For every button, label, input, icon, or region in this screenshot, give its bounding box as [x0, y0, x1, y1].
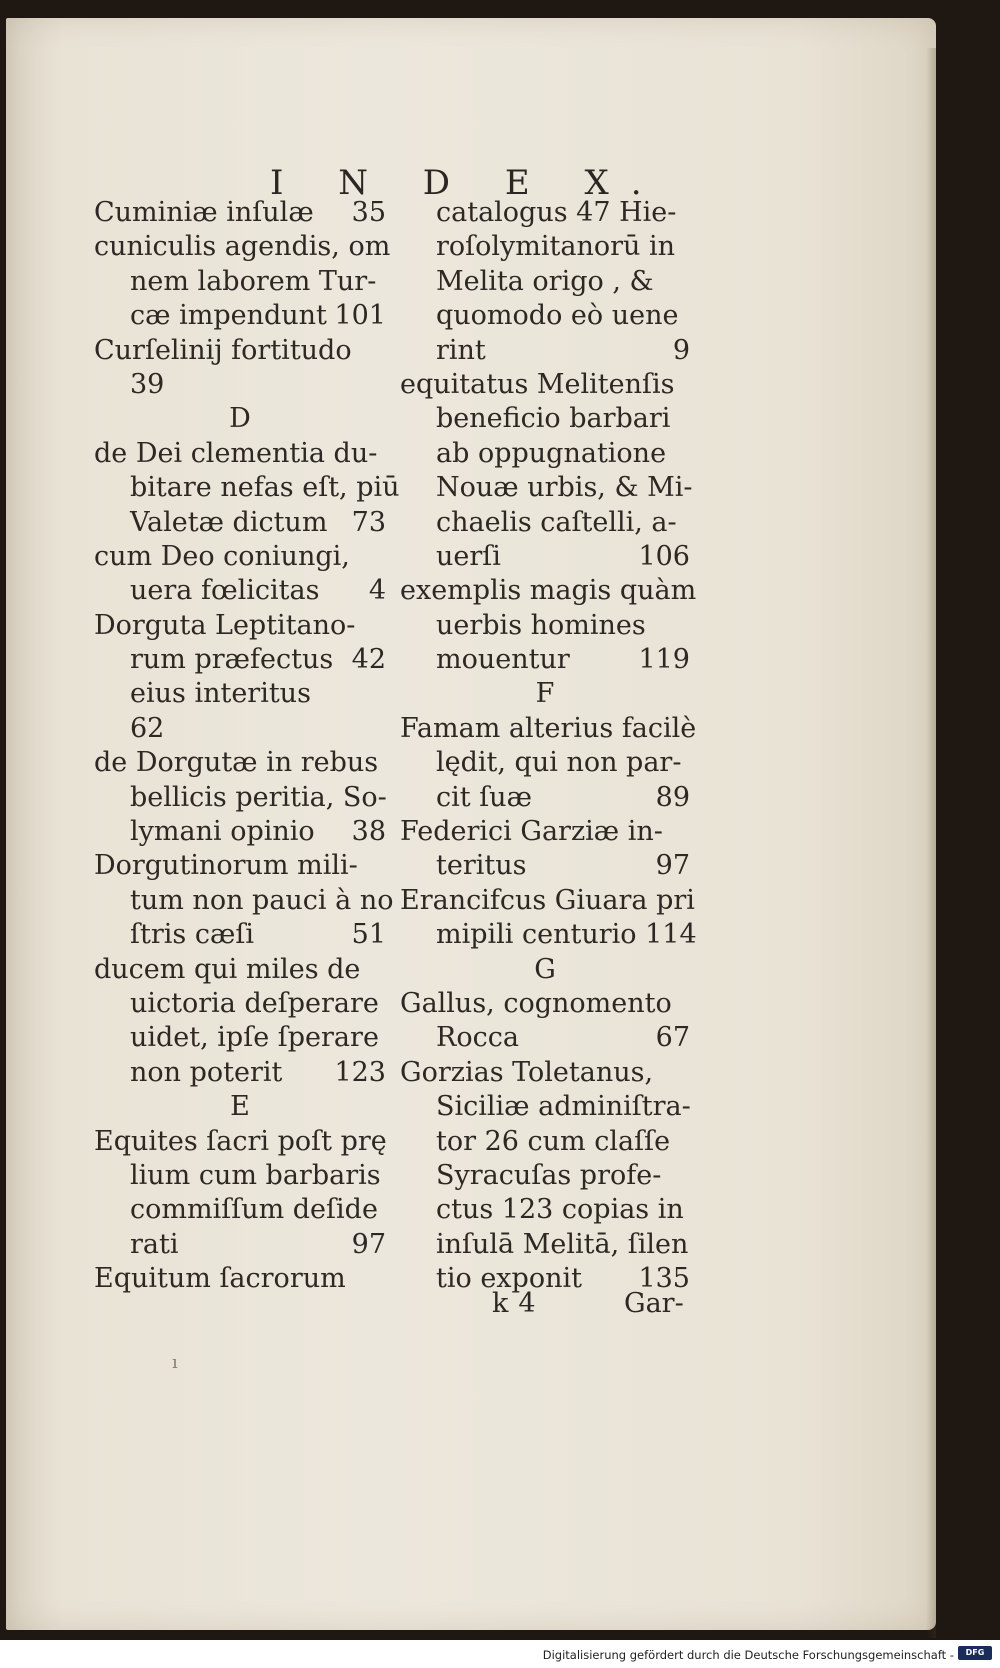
index-entry-line: ducem qui miles de: [94, 953, 361, 985]
index-entry-line: [94, 1228, 386, 1262]
entry-text: Cuminiæ inſulæ: [94, 197, 314, 228]
index-entry-line: [94, 643, 386, 677]
entry-page-number: 9: [672, 334, 690, 366]
entry-page-number: 73: [351, 506, 386, 538]
index-entry-line: eius interitus: [130, 678, 311, 710]
section-letter: E: [230, 1091, 250, 1123]
index-entry-line: Gallus, cognomento: [400, 987, 672, 1019]
entry-text: rint: [436, 334, 486, 366]
index-entry-line: uidet, ipſe ſperare: [130, 1022, 379, 1054]
page-edge-shadow: [926, 48, 936, 1638]
index-entry-line: bitare nefas eſt, piū: [130, 472, 400, 504]
entry-page-number: 67: [655, 1022, 690, 1054]
index-entry-line: chaelis caſtelli, a-: [436, 506, 677, 538]
index-entry-line: [94, 1056, 386, 1090]
entry-page-number: 106: [638, 540, 690, 572]
entry-page-number: 123: [334, 1056, 386, 1088]
signature-mark: [492, 1288, 536, 1319]
index-entry-line: [400, 781, 690, 815]
index-entry-line: lium cum barbaris: [130, 1159, 381, 1191]
index-entry-line: Dorgutinorum mili-: [94, 850, 358, 882]
index-entry-line: tum non pauci à no: [130, 884, 394, 916]
entry-page-number: 35: [351, 197, 386, 228]
entry-text: Valetæ dictum: [130, 506, 328, 538]
signature-number: 4: [518, 1288, 536, 1319]
entry-page-number: 97: [655, 850, 690, 882]
index-entry-line: de Dorgutæ in rebus: [94, 747, 379, 779]
signature-letter: k: [492, 1288, 509, 1319]
index-entry-line: Erancifcus Giuara pri: [400, 884, 695, 916]
index-entry-line: 39: [130, 368, 165, 400]
index-entry-line: [400, 540, 690, 574]
index-entry-line: equitatus Melitenſis: [400, 368, 675, 400]
index-entry-line: beneficio barbari: [436, 403, 671, 435]
index-entry-line: roſolymitanorū in: [436, 231, 676, 263]
page-header: I N D E X.: [270, 163, 664, 203]
index-entry-line: [94, 574, 386, 608]
index-entry-line: Dorguta Leptitano-: [94, 609, 356, 641]
index-entry-line: [400, 334, 690, 368]
index-entry-line: cuniculis agendis, om: [94, 231, 391, 263]
index-entry-line: [94, 506, 386, 540]
index-entry-line: Famam alterius facilè: [400, 712, 697, 744]
index-entry-line: inſulā Melitā, ſilen: [436, 1228, 689, 1260]
index-entry-line: cum Deo coniungi,: [94, 540, 350, 572]
index-entry-line: uictoria deſperare: [130, 987, 379, 1019]
index-entry-line: 62: [130, 712, 165, 744]
section-letter: G: [534, 953, 556, 985]
entry-text: Rocca: [436, 1022, 519, 1054]
index-entry-line: Melita origo , &: [436, 265, 654, 297]
catchword: Gar-: [624, 1288, 684, 1319]
section-letter: F: [535, 678, 555, 710]
index-entry-line: [400, 1021, 690, 1055]
page-speck: ı: [172, 1352, 178, 1373]
entry-text: cit ſuæ: [436, 781, 532, 813]
index-entry-line: de Dei clementia du-: [94, 437, 378, 469]
index-entry-line: [94, 196, 386, 230]
index-entry-line: tor 26 cum claſſe: [436, 1125, 671, 1157]
index-entry-line: ab oppugnatione: [436, 437, 667, 469]
entry-page-number: 42: [351, 644, 386, 676]
index-entry-line: nem laborem Tur-: [130, 265, 377, 297]
index-column-right: [400, 196, 697, 1297]
index-entry-line: quomodo eò uene: [436, 300, 679, 332]
digitization-footer: [0, 1640, 1000, 1668]
entry-text: uera fœlicitas: [130, 575, 320, 607]
index-entry-line: [94, 815, 386, 849]
index-entry-line: [94, 918, 386, 952]
index-entry-line: Nouæ urbis, & Mi-: [436, 472, 693, 504]
dfg-logo-icon: DFG: [958, 1646, 992, 1660]
entry-text: cæ impendunt: [130, 300, 327, 332]
entry-text: uerſi: [436, 540, 501, 572]
entry-page-number: 38: [351, 816, 386, 848]
entry-page-number: 101: [334, 300, 386, 332]
entry-page-number: 4: [368, 575, 386, 607]
entry-text: tio exponit: [436, 1263, 582, 1295]
entry-text: non poterit: [130, 1056, 283, 1088]
index-entry-line: Equites ſacri poſt prę: [94, 1125, 387, 1157]
funding-credit: Digitalisierung gefördert durch die Deutsche Forschungsgemeinschaft -: [542, 1648, 954, 1662]
entry-page-number: 97: [351, 1228, 386, 1260]
index-entry-line: exemplis magis quàm: [400, 575, 697, 607]
index-entry-line: [94, 299, 386, 333]
entry-page-number: 119: [638, 644, 690, 676]
entry-text: ſtris cæſi: [130, 919, 254, 951]
index-column-left: [94, 196, 400, 1297]
index-entry-line: lędit, qui non par-: [436, 747, 682, 779]
index-entry-line: [400, 643, 690, 677]
entry-page-number: 51: [351, 919, 386, 951]
index-entry-line: Syracuſas profe-: [436, 1159, 662, 1191]
entry-text: mouentur: [436, 644, 570, 676]
index-entry-line: Curſelinij fortitudo: [94, 334, 352, 366]
index-entry-line: Federici Garziæ in-: [400, 816, 663, 848]
entry-text: lymani opinio: [130, 816, 315, 848]
index-entry-line: ctus 123 copias in: [436, 1194, 684, 1226]
index-entry-line: catalogus 47 Hie-: [436, 197, 677, 228]
index-entry-line: Equitum ſacrorum: [94, 1263, 346, 1295]
index-entry-line: bellicis peritia, So-: [130, 781, 387, 813]
entry-page-number: 89: [655, 781, 690, 813]
index-entry-line: Siciliæ adminiſtra-: [436, 1091, 691, 1123]
index-entry-line: commiſſum deſide: [130, 1194, 378, 1226]
index-entry-line: [400, 849, 690, 883]
index-entry-line: Gorzias Toletanus,: [400, 1056, 654, 1088]
entry-text: rum præfectus: [130, 644, 334, 676]
entry-text: rati: [130, 1228, 179, 1260]
index-entry-line: uerbis homines: [436, 609, 646, 641]
index-entry-line: mipili centurio 114: [436, 919, 697, 951]
section-letter: D: [229, 403, 251, 435]
entry-page-number: 135: [638, 1263, 690, 1295]
entry-text: teritus: [436, 850, 527, 882]
